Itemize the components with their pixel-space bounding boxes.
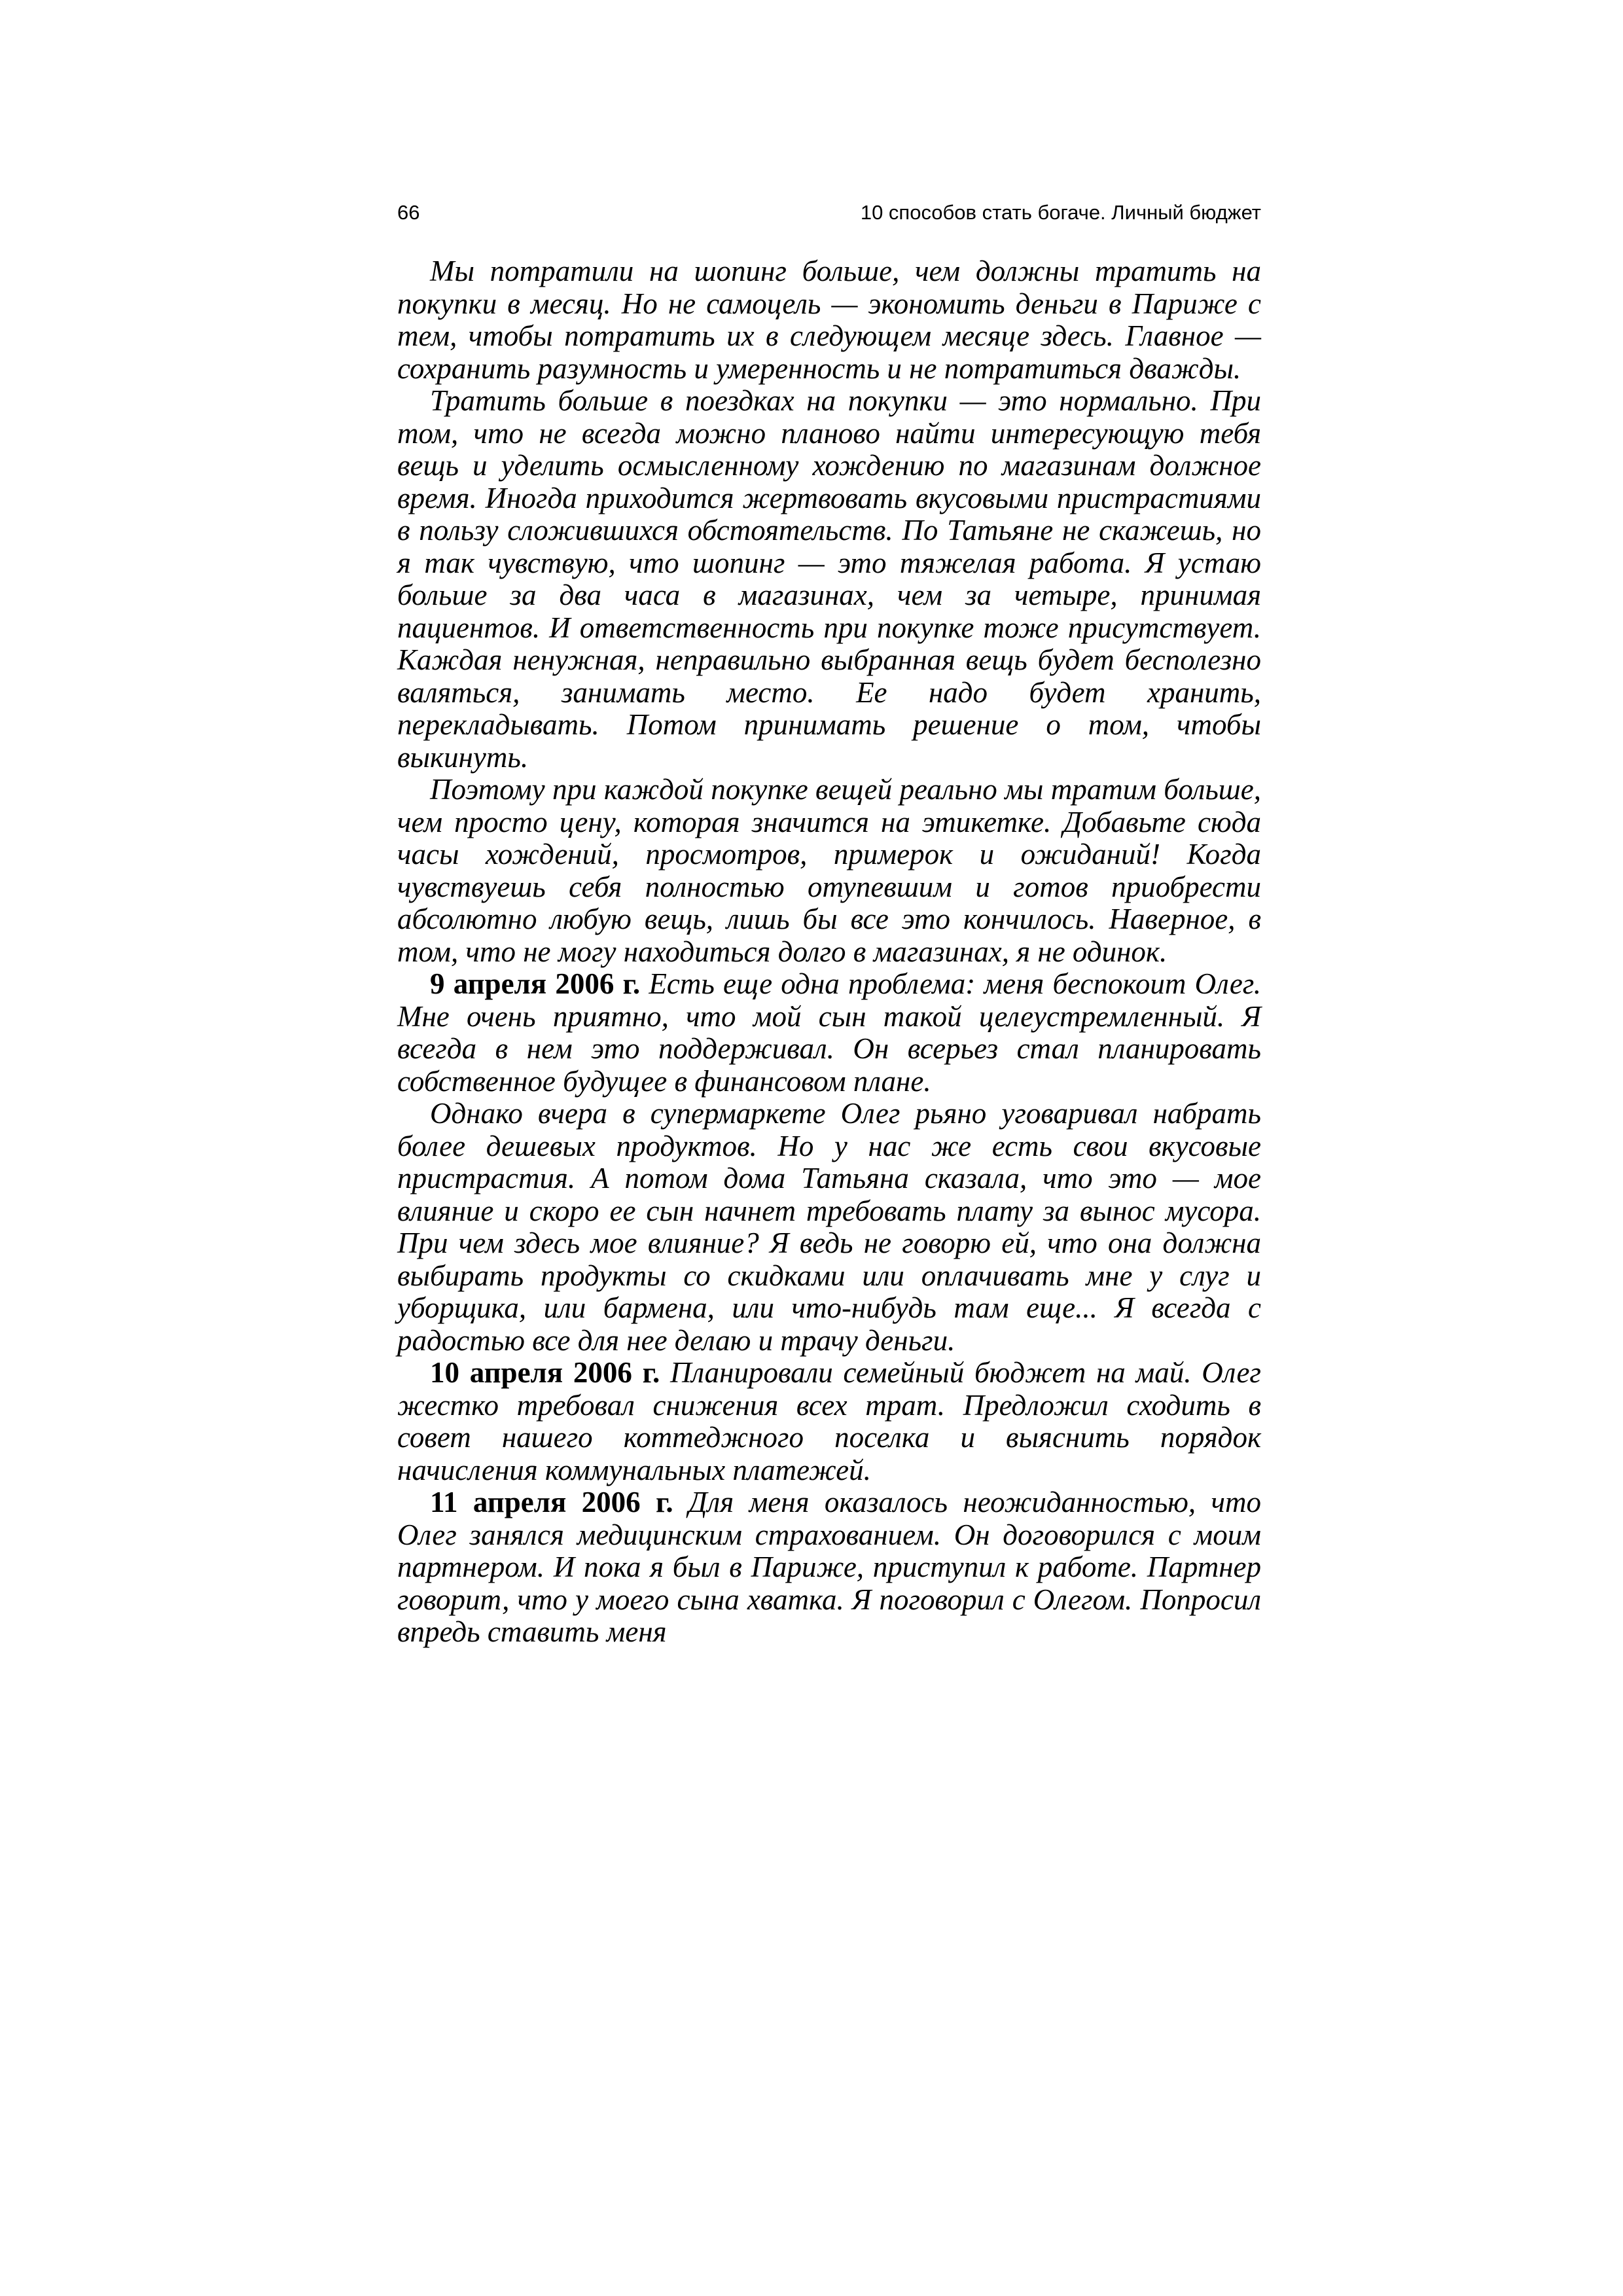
paragraph-text: Для меня оказалось неожиданностью, что Олег занялся медицинским страхованием. Он договорился с моим партнером. И пока я был в Париже, приступил к работе. Партнер говорит, что у моего сына хватка. Я поговорил с Олегом. Попросил впредь ставить меня <box>397 1486 1261 1648</box>
paragraph-text: Мы потратили на шопинг больше, чем должны тратить на покупки в месяц. Но не самоцель — экономить деньги в Париже с тем, чтобы потратить их в следующем месяце здесь. Главное — сохранить разумность и умеренность и не потратиться дважды. <box>397 255 1261 385</box>
page-header <box>397 196 1261 229</box>
diary-entry-apr-11 <box>397 1486 1261 1649</box>
paragraph-text: Планировали семейный бюджет на май. Олег жестко требовал снижения всех трат. Предложил сходить в совет нашего коттеджного поселка и выяснить порядок начисления коммунальных платежей. <box>397 1356 1261 1486</box>
entry-date: 9 апреля 2006 г. <box>430 967 641 1000</box>
paragraph-text: Тратить больше в поездках на покупки — это нормально. При том, что не всегда можно планово найти интересующую тебя вещь и уделить осмысленному хождению по магазинам должное время. Иногда приходится жертвовать вкусовыми пристрастиями в пользу сложившихся обстоятельств. По Татьяне не скажешь, но я так чувствую, что шопинг — это тяжелая работа. Я устаю больше за два часа в магазинах, чем за четыре, принимая пациентов. И ответственность при покупке тоже присутствует. Каждая ненужная, неправильно выбранная вещь будет бесполезно валяться, занимать место. Ее надо будет хранить, перекладывать. Потом принимать решение о том, чтобы выкинуть. <box>397 384 1261 774</box>
entry-date: 11 апреля 2006 г. <box>430 1486 673 1518</box>
page-number: 66 <box>397 201 420 224</box>
paragraph-3 <box>397 774 1261 968</box>
entry-date: 10 апреля 2006 г. <box>430 1356 660 1389</box>
body-text <box>397 255 1261 1649</box>
diary-entry-apr-10 <box>397 1357 1261 1486</box>
paragraph-text: Поэтому при каждой покупке вещей реально мы тратим больше, чем просто цену, которая значится на этикетке. Добавьте сюда часы хождений, просмотров, примерок и ожиданий! Когда чувствуешь себя полностью отупевшим и готов приобрести абсолютно любую вещь, лишь бы все это кончилось. Наверное, в том, что не могу находиться долго в магазинах, я не одинок. <box>397 773 1261 968</box>
paragraph-text: Есть еще одна проблема: меня беспокоит Олег. Мне очень приятно, что мой сын такой целеустремленный. Я всегда в нем это поддерживал. Он всерьез стал планировать собственное будущее в финансовом плане. <box>397 967 1261 1098</box>
paragraph-text: Однако вчера в супермаркете Олег рьяно уговаривал набрать более дешевых продуктов. Но у нас же есть свои вкусовые пристрастия. А потом дома Татьяна сказала, что это — мое влияние и скоро ее сын начнет требовать плату за вынос мусора. При чем здесь мое влияние? Я ведь не говорю ей, что она должна выбирать продукты со скидками или оплачивать мне у слуг и уборщика, или бармена, или что-нибудь там еще... Я всегда с радостью все для нее делаю и трачу деньги. <box>397 1097 1261 1357</box>
running-title: 10 способов стать богаче. Личный бюджет <box>860 201 1261 224</box>
diary-entry-apr-9 <box>397 968 1261 1098</box>
paragraph-1 <box>397 255 1261 385</box>
paragraph-2 <box>397 385 1261 774</box>
paragraph-5 <box>397 1098 1261 1357</box>
